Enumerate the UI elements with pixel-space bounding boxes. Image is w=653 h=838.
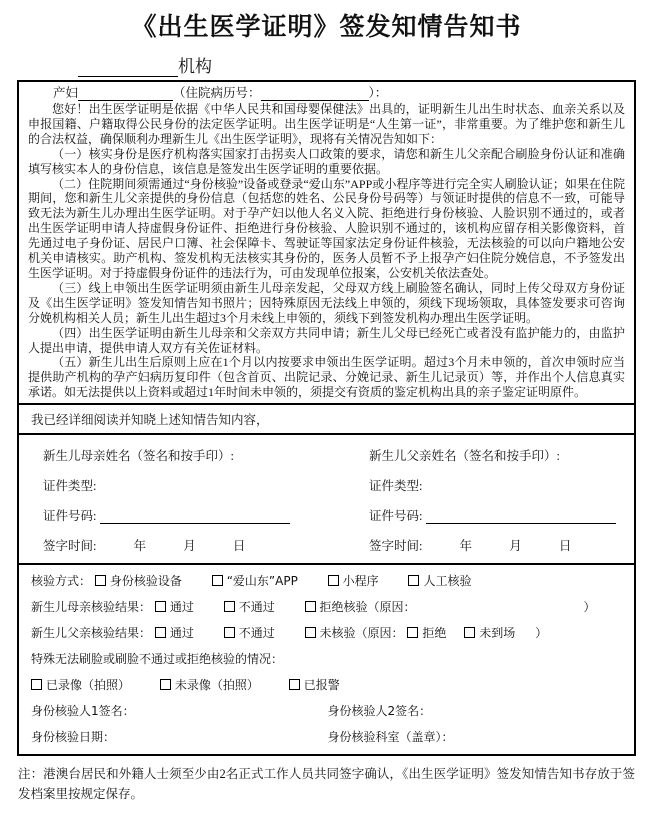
notice-item-2: （二）住院期间须需通过“身份核验”设备或登录“爱山东”APP或小程序等进行完全实人刷脸认证；如果在住院期间，您和新生儿父亲提供的身份信息（包括您的姓名、公民身份号码等）与领证时提供的信息不一致，可能导致无法为新生儿办理出生医学证明。对于孕产妇以他人名义入院、拒绝进行身份核验、人脸识别不通过的，或者出生医学证明申请人持虚假身份证件、拒绝进行身份核验、人脸识别不通过的，该机构应留存相关影像资料，首先通过电子身份证、居民户口簿、社会保障卡、驾驶证等国家法定身份证件核验，无法核验的可以向户籍地公安机关申请核实。助产机构、签发机构无法核实其身份的，医务人员暂不予上报孕产妇住院分娩信息，不予签发出生医学证明。对于持虚假身份证件的违法行为，可由发现单位报案，公安机关依法查处。 <box>28 176 625 280</box>
notice-item-1: （一）核实身份是医疗机构落实国家打击拐卖人口政策的要求，请您和新生儿父亲配合刷脸身份认证和准确填写核实本人的身份信息，该信息是签发出生医学证明的重要依据。 <box>28 146 625 176</box>
mother-month-label: 月 <box>183 539 196 554</box>
mother-pass-label: 通过 <box>169 600 194 615</box>
notice-item-3: （三）线上申领出生医学证明须由新生儿母亲发起，父母双方线上刷脸签名确认，同时上传父母双方身份证及《出生医学证明》签发知情告知书照片；因特殊原因无法线上申领的，须线下现场领取，具体签发要求可咨询分娩机构相关人员；新生儿出生超过3个月未线上申领的，须线下到签发机构办理出生医学证明。 <box>28 280 625 325</box>
method-miniprogram-label: 小程序 <box>342 574 379 589</box>
method-device-label: 身份核验设备 <box>109 574 182 589</box>
signature-section <box>19 433 634 563</box>
checkbox-method-device[interactable] <box>95 575 106 586</box>
mother-fail-label: 不通过 <box>238 600 275 615</box>
checkbox-method-miniprogram[interactable] <box>328 575 339 586</box>
father-reason-close: ） <box>535 626 548 641</box>
checkbox-method-app[interactable] <box>212 575 223 586</box>
page-title: 《出生医学证明》签发知情告知书 <box>131 12 522 41</box>
method-manual-label: 人工核验 <box>423 574 472 589</box>
checkbox-father-pass[interactable] <box>155 627 166 638</box>
police-reported-label: 已报警 <box>303 678 340 693</box>
checkbox-mother-refuse[interactable] <box>305 601 316 612</box>
mother-id-number-row <box>19 497 345 527</box>
father-year-label: 年 <box>459 539 473 554</box>
mother-id-number-label: 证件号码: <box>43 509 97 524</box>
record-number-blank[interactable] <box>261 86 369 101</box>
mother-id-number-blank[interactable] <box>100 509 290 524</box>
checkbox-mother-pass[interactable] <box>155 601 166 612</box>
father-id-type-label: 证件类型: <box>368 479 423 494</box>
father-name-label: 新生儿父亲姓名（签名和按手印）: <box>368 449 560 464</box>
father-day-label: 日 <box>558 539 572 554</box>
father-id-number-row <box>345 497 634 527</box>
verifier-signature-row <box>31 702 624 719</box>
special-case-options-row <box>31 676 624 693</box>
checkbox-police-reported[interactable] <box>289 679 300 690</box>
father-verify-result-row <box>31 624 624 641</box>
verify-date-dept-row <box>31 728 624 745</box>
checkbox-method-manual[interactable] <box>408 575 419 586</box>
verifier2-label: 身份核验人2签名： <box>327 704 432 719</box>
checkbox-not-recorded[interactable] <box>160 679 171 690</box>
record-label: （住院病历号： <box>173 86 261 101</box>
verify-dept-label: 身份核验科室（盖章）： <box>327 730 454 745</box>
mother-name-label: 新生儿母亲姓名（签名和按手印）: <box>43 449 234 464</box>
checkbox-father-fail[interactable] <box>224 627 235 638</box>
checkbox-father-not-verified[interactable] <box>305 627 316 638</box>
checkbox-father-reason-absent[interactable] <box>464 627 475 638</box>
verification-section <box>19 563 634 754</box>
father-fail-label: 不通过 <box>238 626 275 641</box>
org-suffix-label: 机构 <box>178 57 212 76</box>
confirmation-statement: 我已经详细阅读并知晓上述知情告知内容， <box>19 403 634 433</box>
father-month-label: 月 <box>509 539 522 554</box>
special-case-label: 特殊无法刷脸或刷脸不通过或拒绝核验的情况： <box>31 652 284 667</box>
method-app-label: “爱山东”APP <box>226 574 298 589</box>
greeting-paragraph: 您好！出生医学证明是依据《中华人民共和国母婴保健法》出具的，证明新生儿出生时状态、血亲关系以及申报国籍、户籍取得公民身份的法定医学证明。出生医学证明是“人生第一证”，非常重要。为了维护您和新生儿的合法权益，确保顺利办理新生儿《出生医学证明》，现将有关情况告知如下： <box>28 102 625 146</box>
father-reason-refuse-label: 拒绝 <box>422 626 447 641</box>
father-id-type-row <box>345 467 634 497</box>
father-not-verified-label: 未核验（原因： <box>319 626 404 641</box>
mother-sign-time-row <box>19 527 345 557</box>
org-name-blank[interactable] <box>78 62 178 77</box>
intro-line <box>28 86 625 101</box>
father-pass-label: 通过 <box>169 626 194 641</box>
mother-verify-result-row <box>31 598 624 615</box>
patient-label: 产妇 <box>53 86 79 101</box>
notice-text-section <box>19 82 634 403</box>
father-sign-time-row <box>345 527 634 557</box>
verify-method-label: 核验方式： <box>31 574 92 589</box>
not-recorded-label: 未录像（拍照） <box>174 678 259 693</box>
father-reason-absent-label: 未到场 <box>479 626 516 641</box>
mother-refuse-label: 拒绝核验（原因： <box>319 600 416 615</box>
checkbox-mother-fail[interactable] <box>224 601 235 612</box>
footer-note: 注：港澳台居民和外籍人士须至少由2名正式工作人员共同签字确认，《出生医学证明》签发知情告知书存放于签发档案里按规定保存。 <box>18 767 635 801</box>
mother-id-type-row <box>19 467 345 497</box>
org-line <box>78 52 653 77</box>
checkbox-father-reason-refuse[interactable] <box>407 627 418 638</box>
notice-box <box>17 80 636 756</box>
father-id-number-label: 证件号码: <box>368 509 423 524</box>
record-suffix: ）： <box>368 86 388 101</box>
father-id-number-blank[interactable] <box>426 509 616 524</box>
notice-item-4: （四）出生医学证明由新生儿母亲和父亲双方共同申请；新生儿父母已经死亡或者没有监护能力的，由监护人提出申请，提供申请人双方有关佐证材料。 <box>28 325 625 355</box>
mother-day-label: 日 <box>232 539 246 554</box>
recorded-label: 已录像（拍照） <box>46 678 131 693</box>
mother-verify-result-label: 新生儿母亲核验结果： <box>31 600 152 615</box>
father-sign-time-label: 签字时间: <box>368 539 423 554</box>
mother-year-label: 年 <box>133 539 147 554</box>
mother-refuse-close: ） <box>583 600 596 615</box>
verifier1-label: 身份核验人1签名： <box>31 704 135 719</box>
mother-id-type-label: 证件类型: <box>43 479 97 494</box>
patient-name-blank[interactable] <box>78 86 173 101</box>
mother-sign-time-label: 签字时间: <box>43 539 97 554</box>
verify-method-row <box>31 572 624 589</box>
verify-date-label: 身份核验日期： <box>31 730 116 745</box>
father-verify-result-label: 新生儿父亲核验结果： <box>31 626 152 641</box>
signature-grid <box>19 437 634 557</box>
checkbox-recorded[interactable] <box>31 679 42 690</box>
notice-item-5: （五）新生儿出生后原则上应在1个月以内按要求申领出生医学证明。超过3个月未申领的，首次申领时应当提供助产机构的孕产妇病历复印件（包含首页、出院记录、分娩记录、新生儿记录页）等，并作出个人信息真实承诺。如无法提供以上资料或超过1年时间未申领的，须提交有资质的鉴定机构出具的亲子鉴定证明原件。 <box>28 355 625 400</box>
